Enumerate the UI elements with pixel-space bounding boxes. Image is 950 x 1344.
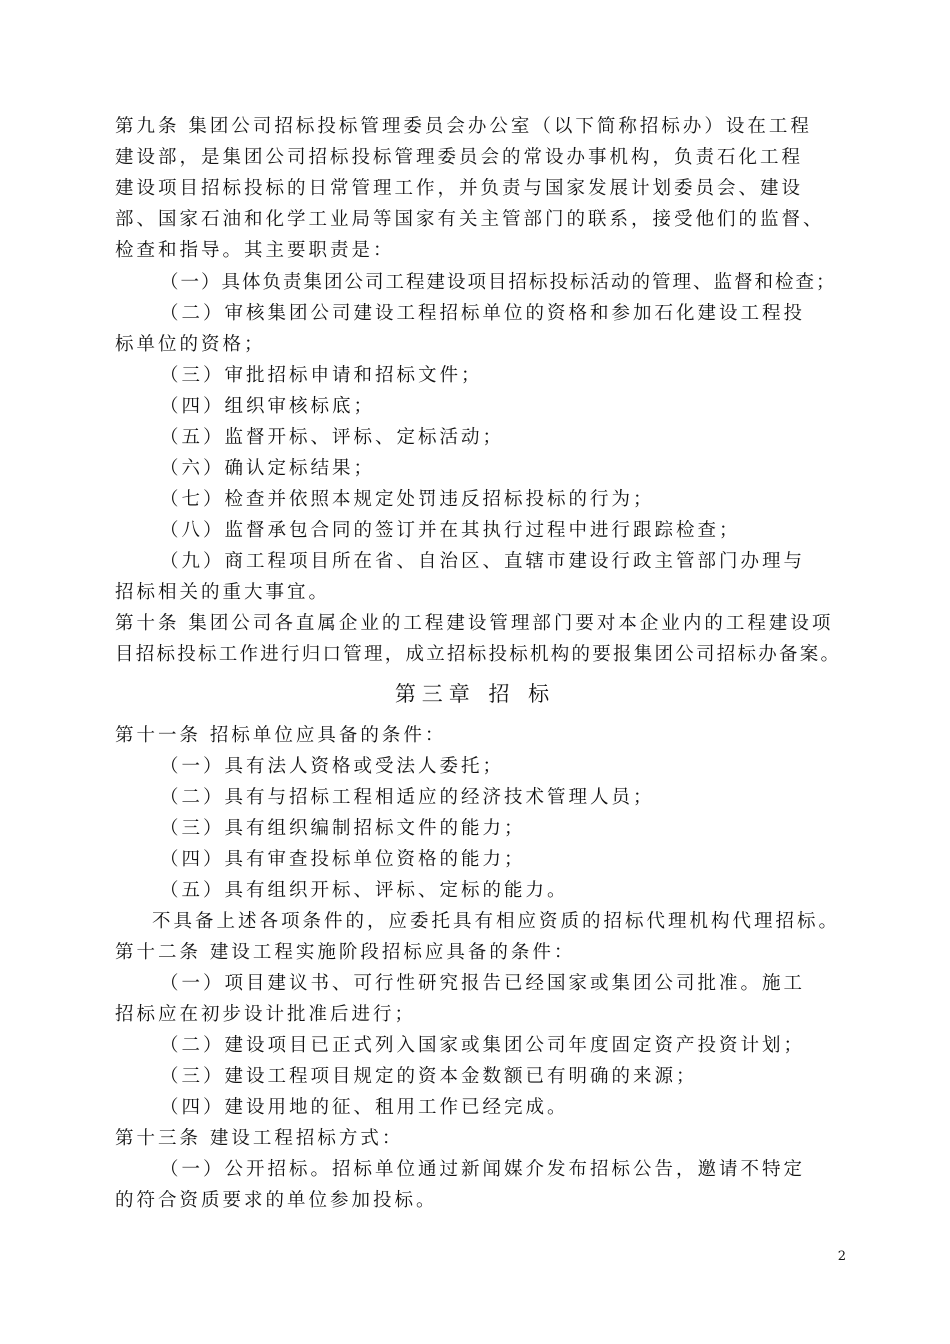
method-item-1-cont: 的符合资质要求的单位参加投标。 bbox=[115, 1190, 438, 1211]
stage-condition-item-1: （一）项目建议书、可行性研究报告已经国家或集团公司批准。施工 bbox=[160, 973, 806, 994]
article-10-line-1: 第十条 集团公司各直属企业的工程建设管理部门要对本企业内的工程建设项 bbox=[115, 613, 834, 634]
condition-item-2: （二）具有与招标工程相适应的经济技术管理人员； bbox=[160, 787, 655, 808]
article-13-line-1: 第十三条 建设工程招标方式： bbox=[115, 1128, 404, 1149]
article-12-line-1: 第十二条 建设工程实施阶段招标应具备的条件： bbox=[115, 942, 576, 963]
duty-item-9: （九）商工程项目所在省、自治区、直辖市建设行政主管部门办理与 bbox=[160, 551, 806, 572]
article-11-note: 不具备上述各项条件的，应委托具有相应资质的招标代理机构代理招标。 bbox=[152, 911, 841, 932]
duty-item-5: （五）监督开标、评标、定标活动； bbox=[160, 427, 505, 448]
stage-condition-item-1-cont: 招标应在初步设计批准后进行； bbox=[115, 1004, 417, 1025]
duty-item-1: （一）具体负责集团公司工程建设项目招标投标活动的管理、监督和检查； bbox=[160, 272, 837, 293]
article-11-line-1: 第十一条 招标单位应具备的条件： bbox=[115, 725, 447, 746]
duty-item-6: （六）确认定标结果； bbox=[160, 458, 376, 479]
article-9-line-2: 建设部，是集团公司招标投标管理委员会的常设办事机构，负责石化工程 bbox=[115, 147, 804, 168]
stage-condition-item-3: （三）建设工程项目规定的资本金数额已有明确的来源； bbox=[160, 1066, 698, 1087]
condition-item-1: （一）具有法人资格或受法人委托； bbox=[160, 756, 505, 777]
article-9-line-1: 第九条 集团公司招标投标管理委员会办公室（以下简称招标办）设在工程 bbox=[115, 116, 812, 137]
duty-item-8: （八）监督承包合同的签订并在其执行过程中进行跟踪检查； bbox=[160, 520, 741, 541]
article-10-line-2: 目招标投标工作进行归口管理，成立招标投标机构的要报集团公司招标办备案。 bbox=[115, 644, 842, 665]
article-9-line-3: 建设项目招标投标的日常管理工作，并负责与国家发展计划委员会、建设 bbox=[115, 178, 804, 199]
article-9-line-4: 部、国家石油和化学工业局等国家有关主管部门的联系，接受他们的监督、 bbox=[115, 209, 825, 230]
duty-item-9-cont: 招标相关的重大事宜。 bbox=[115, 582, 331, 603]
condition-item-4: （四）具有审查投标单位资格的能力； bbox=[160, 849, 526, 870]
duty-item-7: （七）检查并依照本规定处罚违反招标投标的行为； bbox=[160, 489, 655, 510]
condition-item-5: （五）具有组织开标、评标、定标的能力。 bbox=[160, 880, 569, 901]
article-9-line-5: 检查和指导。其主要职责是： bbox=[115, 240, 395, 261]
duty-item-2-cont: 标单位的资格； bbox=[115, 334, 266, 355]
chapter-heading: 第三章 招 标 bbox=[394, 682, 556, 706]
page-number: 2 bbox=[837, 1249, 846, 1264]
duty-item-2: （二）审核集团公司建设工程招标单位的资格和参加石化建设工程投 bbox=[160, 303, 806, 324]
duty-item-4: （四）组织审核标底； bbox=[160, 396, 376, 417]
condition-item-3: （三）具有组织编制招标文件的能力； bbox=[160, 818, 526, 839]
stage-condition-item-2: （二）建设项目已正式列入国家或集团公司年度固定资产投资计划； bbox=[160, 1035, 806, 1056]
method-item-1: （一）公开招标。招标单位通过新闻媒介发布招标公告，邀请不特定 bbox=[160, 1159, 806, 1180]
stage-condition-item-4: （四）建设用地的征、租用工作已经完成。 bbox=[160, 1097, 569, 1118]
duty-item-3: （三）审批招标申请和招标文件； bbox=[160, 365, 483, 386]
